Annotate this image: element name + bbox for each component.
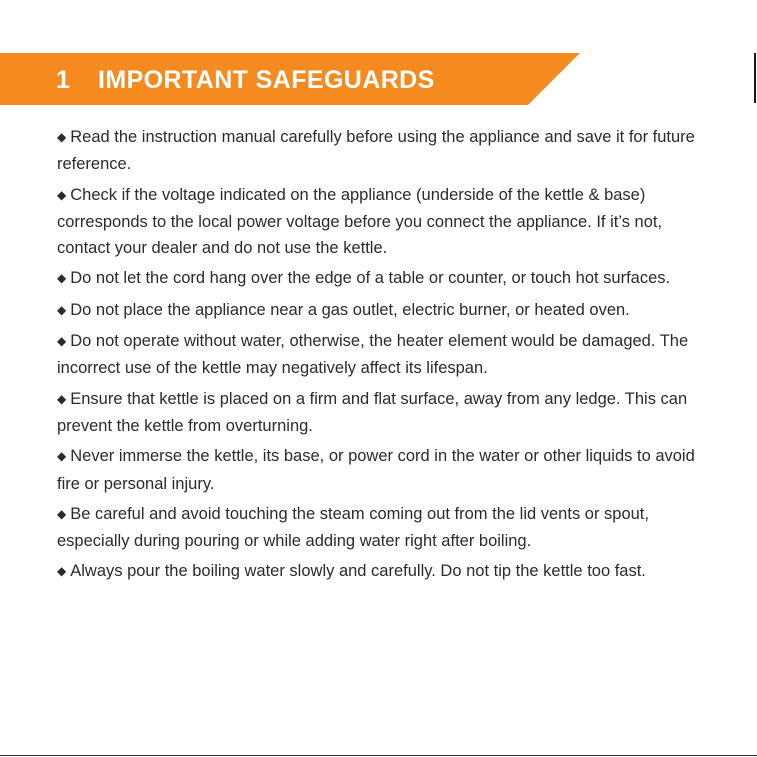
safeguard-text: Do not operate without water, otherwise, the heater element would be damaged. The incorrect use of the kettle may negatively affect its lifespan. — [57, 332, 689, 378]
diamond-bullet-icon: ◆ — [57, 271, 67, 286]
safeguard-item — [57, 501, 717, 555]
section-number: 1 — [56, 66, 71, 94]
safeguard-text: Read the instruction manual carefully before using the appliance and save it for future reference. — [57, 128, 695, 174]
safeguard-text: Do not place the appliance near a gas outlet, electric burner, or heated oven. — [70, 300, 630, 319]
safeguard-text: Never immerse the kettle, its base, or power cord in the water or other liquids to avoid fire or personal injury. — [57, 447, 695, 493]
diamond-bullet-icon: ◆ — [57, 506, 67, 521]
safeguard-item — [57, 443, 717, 497]
safeguard-text: Do not let the cord hang over the edge of a table or counter, or touch hot surfaces. — [70, 269, 671, 288]
safeguard-text: Always pour the boiling water slowly and carefully. Do not tip the kettle too fast. — [70, 562, 646, 581]
safeguard-item — [57, 328, 717, 382]
diamond-bullet-icon: ◆ — [57, 564, 67, 579]
diamond-bullet-icon: ◆ — [57, 334, 67, 349]
page-edge-marker — [754, 53, 756, 103]
safeguard-item — [57, 182, 717, 262]
safeguard-text: Check if the voltage indicated on the appliance (underside of the kettle & base) corresponds to the local power voltage before you connect the appliance. If it’s not, contact your dealer and do not use the kettle. — [57, 185, 663, 258]
safeguard-item — [57, 297, 717, 324]
diamond-bullet-icon: ◆ — [57, 391, 67, 406]
section-title: IMPORTANT SAFEGUARDS — [98, 66, 435, 94]
safeguard-item — [57, 386, 717, 440]
diamond-bullet-icon: ◆ — [57, 302, 67, 317]
diamond-bullet-icon: ◆ — [57, 130, 67, 144]
safeguard-item — [57, 558, 717, 585]
safeguard-item — [57, 265, 717, 292]
diamond-bullet-icon: ◆ — [57, 187, 67, 202]
page-bottom-rule — [0, 755, 757, 756]
safeguard-text: Ensure that kettle is placed on a firm and flat surface, away from any ledge. This can prevent the kettle from overturning. — [57, 389, 688, 435]
diamond-bullet-icon: ◆ — [57, 449, 67, 464]
safeguard-item — [57, 124, 717, 178]
safeguard-list — [57, 124, 717, 590]
safeguard-text: Be careful and avoid touching the steam coming out from the lid vents or spout, especially during pouring or while adding water right after boiling. — [57, 504, 649, 551]
